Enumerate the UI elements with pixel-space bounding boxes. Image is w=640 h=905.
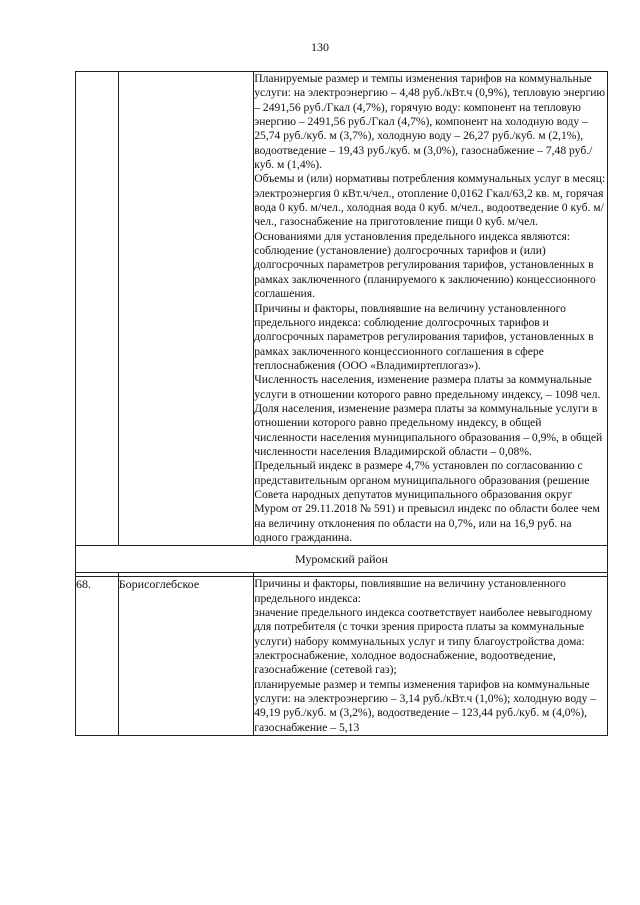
paragraph-index-agreement: Предельный индекс в размере 4,7% установлен по согласованию с представительным органом муниципального образования (решение Совета народных депутатов муниципального образования округ Муром от 29.11.2018 № 591) и превысил индекс по области более чем на величину отклонения по области на 0,7%, или на 16,9 руб. на одного гражданина. (254, 459, 600, 544)
table-row (76, 72, 608, 546)
table-row (76, 577, 608, 736)
paragraph-population: Численность населения, изменение размера платы за коммунальные услуги в отношении которого равно предельному индексу, – 1098 чел. (254, 373, 601, 401)
paragraph-population-share: Доля населения, изменение размера платы за коммунальные услуги в отношении которого равно предельному индексу, в общей численности населения муниципального образования – 0,9%, в общей численности населения Владимирской области – 0,08%. (254, 401, 603, 458)
section-row (76, 546, 608, 573)
paragraph-factors-heading: Причины и факторы, повлиявшие на величину установленного предельного индекса: (254, 577, 566, 605)
paragraph-factors: Причины и факторы, повлиявшие на величину установленного предельного индекса: соблюдение долгосрочных тарифов и долгосрочных параметров регулирования тарифов, установленных в рамках заключенного концессионного соглашения в сфере теплоснабжения (ООО «Владимиртеплогаз»). (254, 301, 594, 372)
paragraph-index-value: значение предельного индекса соответствует наиболее невыгодному для потребителя (с точки зрения прироста платы за коммунальные услуги) набору коммунальных услуг и типу благоустройства дома: электроснабжение, холодное водоснабжение, водоотведение, газоснабжение (сетевой газ); (254, 606, 593, 677)
municipality-name: Борисоглебское (118, 577, 253, 736)
paragraph-tariffs: Планируемые размер и темпы изменения тарифов на коммунальные услуги: на электроэнергию – 4,48 руб./кВт.ч (0,9%), тепловую энергию – 2491,56 руб./Гкал (4,7%), горячую воду: компонент на тепловую энергию – 2491,56 руб./Гкал (4,7%), компонент на холодную воду – 25,74 руб./куб. м (3,7%), холодную воду – 26,27 руб./куб. м (2,1%), водоотведение – 19,43 руб./куб. м (3,0%), газоснабжение – 7,48 руб./куб. м (1,4%). (254, 72, 606, 172)
page-number: 130 (311, 40, 329, 54)
description-cell (254, 72, 608, 546)
municipality-cell (118, 72, 253, 546)
tariff-table (75, 71, 608, 736)
paragraph-tariffs: планируемые размер и темпы изменения тарифов на коммунальные услуги: на электроэнергию – 3,14 руб./кВт.ч (1,0%); холодную воду – 49,19 руб./куб. м (3,2%), водоотведение – 123,44 руб./куб. м (4,0%), газоснабжение – 5,13 (254, 677, 597, 734)
paragraph-volumes: Объемы и (или) нормативы потребления коммунальных услуг в месяц: электроэнергия 0 кВт.ч/чел., отопление 0,0162 Гкал/63,2 кв. м, горячая вода 0 куб. м/чел., холодная вода 0 куб. м/чел., водоотведение 0 куб. м/чел., газоснабжение на приготовление пищи 0 куб. м/чел. (254, 172, 606, 229)
description-cell (254, 577, 608, 736)
section-title: Муромский район (76, 546, 608, 573)
paragraph-grounds: Основаниями для установления предельного индекса являются: соблюдение (установление) долгосрочных тарифов и (или) долгосрочных параметров регулирования тарифов, установленных в рамках заключенного (планируемого к заключению) концессионного соглашения. (254, 229, 596, 301)
number-cell (76, 72, 119, 546)
row-number: 68. (76, 577, 119, 736)
